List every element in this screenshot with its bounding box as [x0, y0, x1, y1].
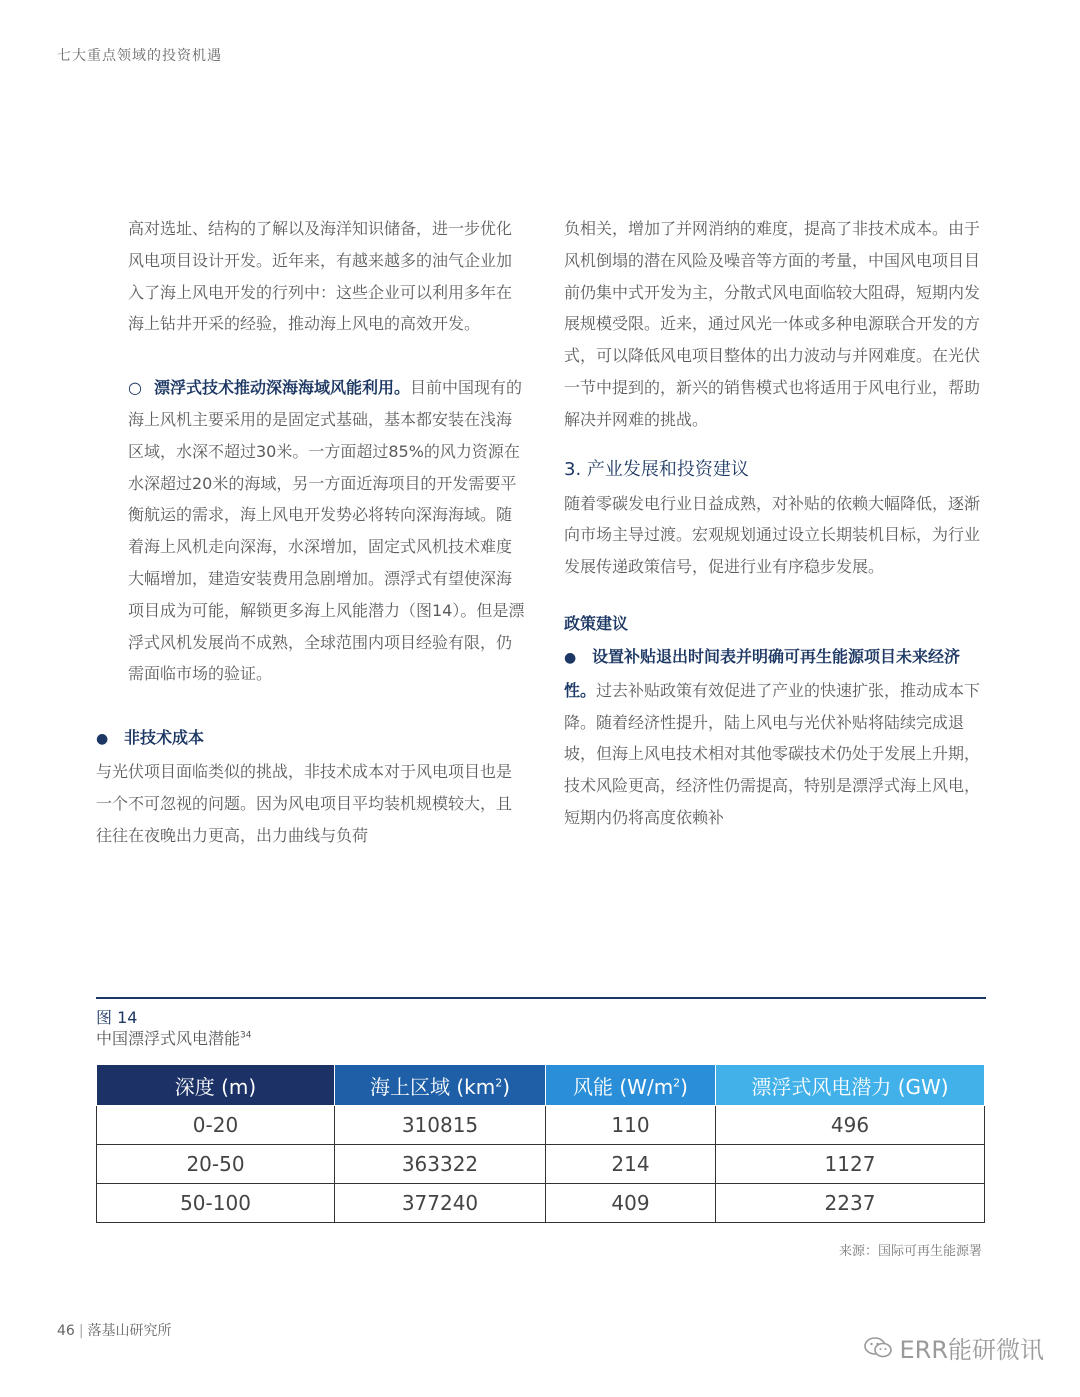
table-header-row — [97, 1065, 985, 1106]
watermark — [863, 1330, 1044, 1365]
cell-wind: 409 — [546, 1184, 716, 1223]
figure-source: 来源：国际可再生能源署 — [838, 1244, 982, 1259]
wechat-icon — [863, 1335, 893, 1361]
sub-bullet-title: 漂浮式技术推动深海海域风能利用。 — [154, 378, 411, 398]
page-number: 46 — [57, 1323, 75, 1339]
cell-potential: 496 — [716, 1106, 985, 1145]
cell-area: 377240 — [335, 1184, 546, 1223]
floating-wind-potential-table — [96, 1064, 985, 1223]
header-floating-potential: 漂浮式风电潜力 (GW) — [716, 1065, 985, 1106]
header-depth: 深度 (m) — [97, 1065, 335, 1106]
cell-potential: 2237 — [716, 1184, 985, 1223]
running-header: 七大重点领域的投资机遇 — [57, 48, 222, 64]
bullet-dot-icon: ● — [564, 649, 577, 666]
section-title: 3. 产业发展和投资建议 — [564, 458, 749, 480]
bullet-non-tech-cost-text: 与光伏项目面临类似的挑战，非技术成本对于风电项目也是一个不可忽视的问题。因为风电项目平均装机规模较大，且往往在夜晚出力更高，出力曲线与负荷 — [96, 761, 513, 845]
cell-area: 310815 — [335, 1106, 546, 1145]
bullet-title: 非技术成本 — [124, 728, 205, 748]
page-footer — [57, 1320, 172, 1340]
figure-divider — [96, 997, 986, 999]
footer-separator: | — [78, 1323, 84, 1339]
cell-wind: 214 — [546, 1145, 716, 1184]
cell-depth: 20-50 — [97, 1145, 335, 1184]
figure-caption — [96, 1026, 251, 1049]
right-paragraph-1: 负相关，增加了并网消纳的难度，提高了非技术成本。由于风机倒塌的潜在风险及噪音等方面的考量，中国风电项目目前仍集中式开发为主，分散式风电面临较大阻碍，短期内发展规模受限。近来，通过风光一体或多种电源联合开发的方式，可以降低风电项目整体的出力波动与并网难度。在光伏一节中提到的，新兴的销售模式也将适用于风电行业，帮助解决并网难的挑战。 — [564, 219, 981, 429]
table-row — [97, 1106, 985, 1145]
cell-wind: 110 — [546, 1106, 716, 1145]
figure-caption-text: 中国漂浮式风电潜能 — [96, 1029, 241, 1048]
policy-bullet-text: 过去补贴政策有效促进了产业的快速扩张，推动成本下降。随着经济性提升，陆上风电与光伏补贴将陆续完成退坡，但海上风电技术相对其他零碳技术仍处于发展上升期，技术风险更高，经济性仍需提高，特别是漂浮式海上风电，短期内仍将高度依赖补 — [564, 680, 981, 827]
table-row — [97, 1184, 985, 1223]
section-text: 随着零碳发电行业日益成熟，对补贴的依赖大幅降低，逐渐向市场主导过渡。宏观规划通过设立长期装机目标，为行业发展传递政策信号，促进行业有序稳步发展。 — [564, 493, 981, 577]
cell-depth: 50-100 — [97, 1184, 335, 1223]
figure-caption-ref: 34 — [240, 1030, 252, 1041]
left-column — [96, 213, 526, 851]
sub-bullet-text: 目前中国现有的海上风机主要采用的是固定式基础，基本都安装在浅海区域，水深不超过30米。一方面超过85%的风力资源在水深超过20米的海域，另一方面近海项目的开发需要平衡航运的需求，海上风电开发势必将转向深海海域。随着海上风机走向深海，水深增加，固定式风机技术难度大幅增加，建造安装费用急剧增加。漂浮式有望使深海项目成为可能，解锁更多海上风能潜力（图14）。但是漂浮式风机发展尚不成熟，全球范围内项目经验有限，仍需面临市场的验证。 — [128, 378, 525, 684]
bullet-dot-icon: ● — [96, 731, 109, 748]
sub-bullet-floating-tech — [96, 372, 526, 690]
policy-bullet — [564, 641, 984, 834]
figure-label: 图 14 — [96, 1008, 138, 1027]
footer-org: 落基山研究所 — [87, 1323, 172, 1339]
watermark-text: ERR能研微讯 — [899, 1336, 1044, 1364]
table-row — [97, 1145, 985, 1184]
policy-bullet-title: 设置补贴退出时间表并明确可再生能源项目未来经济性。 — [564, 646, 961, 700]
policy-title: 政策建议 — [564, 613, 629, 633]
header-offshore-area: 海上区域 $(km^2)$ — [335, 1065, 546, 1106]
cell-area: 363322 — [335, 1145, 546, 1184]
left-paragraph-1: 高对选址、结构的了解以及海洋知识储备，进一步优化风电项目设计开发。近年来，有越来越多的油气企业加入了海上风电开发的行列中：这些企业可以利用多年在海上钻井开采的经验，推动海上风电的高效开发。 — [128, 219, 513, 334]
header-wind-power: 风能 $(W/m^2)$ — [546, 1065, 716, 1106]
cell-depth: 0-20 — [97, 1106, 335, 1145]
cell-potential: 1127 — [716, 1145, 985, 1184]
bullet-non-tech-cost-title — [96, 722, 526, 756]
right-column — [564, 213, 984, 834]
hollow-circle-bullet-icon: ○ — [128, 378, 142, 398]
